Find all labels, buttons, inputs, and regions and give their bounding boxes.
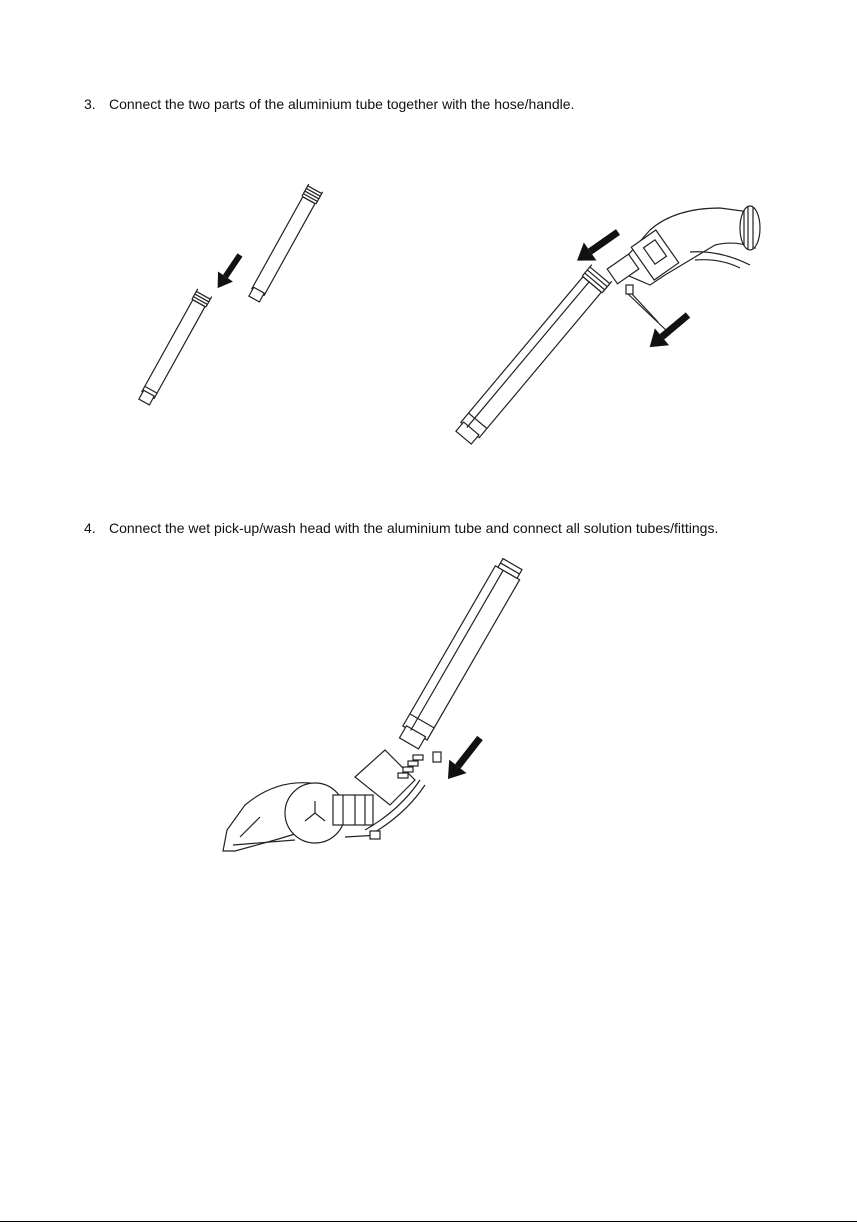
step-4-text: Connect the wet pick-up/wash head with the aluminium tube and connect all solution tubes/fittings. bbox=[109, 520, 719, 536]
step-3-number: 3. bbox=[84, 96, 96, 112]
handle-join-drawing bbox=[450, 190, 795, 445]
footer-rule bbox=[0, 1221, 857, 1222]
arrow-down-left-icon bbox=[439, 731, 488, 786]
lower-tube bbox=[137, 289, 212, 406]
head-join-illustration bbox=[215, 555, 635, 865]
aluminium-tube bbox=[454, 265, 612, 445]
step-4-number: 4. bbox=[84, 520, 96, 536]
head-join-drawing bbox=[215, 555, 635, 865]
solution-fitting bbox=[626, 285, 633, 294]
upper-tube bbox=[247, 184, 323, 303]
step-4 bbox=[84, 519, 718, 537]
arrow-down-left-icon bbox=[210, 250, 247, 293]
pointer-line bbox=[632, 294, 658, 322]
wash-head bbox=[223, 750, 441, 851]
tube-join-drawing bbox=[130, 180, 390, 420]
pointer-line bbox=[628, 294, 668, 332]
hose-handle bbox=[607, 206, 760, 285]
handle-join-illustration bbox=[450, 190, 795, 445]
tube-join-illustration bbox=[130, 180, 390, 420]
step-3 bbox=[84, 95, 574, 113]
step-3-text: Connect the two parts of the aluminium tube together with the hose/handle. bbox=[109, 96, 575, 112]
aluminium-tube bbox=[397, 557, 525, 750]
